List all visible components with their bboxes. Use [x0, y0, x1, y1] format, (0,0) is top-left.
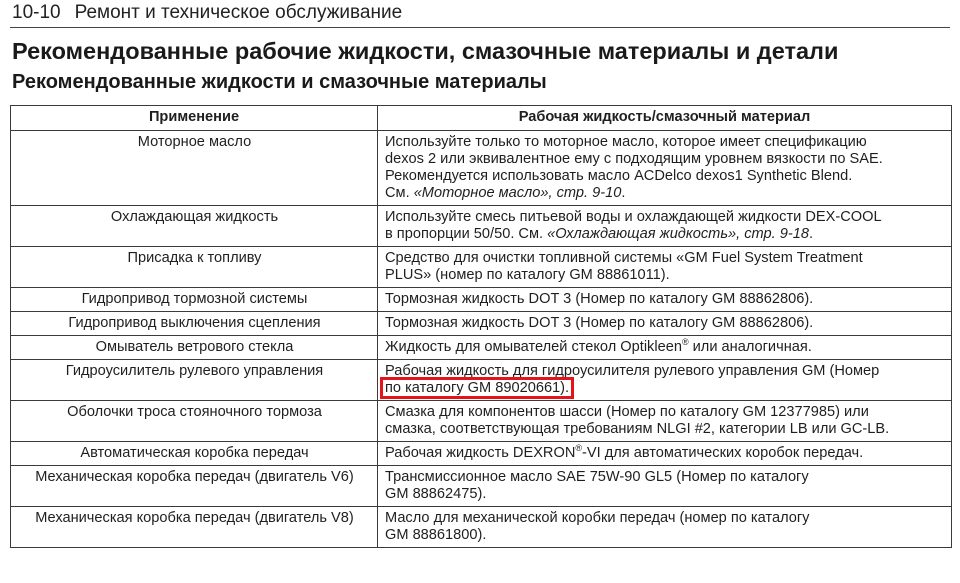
table-row [11, 288, 952, 312]
cross-reference-link[interactable]: «Охлаждающая жидкость», стр. 9-18 [547, 226, 809, 242]
header-divider [10, 27, 950, 28]
table-row [11, 336, 952, 360]
table-header-row [11, 106, 952, 131]
fluids-table [10, 105, 952, 548]
column-header-application: Применение [11, 106, 378, 131]
fluid-cell: Используйте смесь питьевой воды и охлаждающей жидкости DEX-COOL в пропорции 50/50. См. «Охлаждающая жидкость», стр. 9-18. [378, 206, 952, 247]
table-row [11, 507, 952, 548]
page-title: Рекомендованные рабочие жидкости, смазочные материалы и детали [12, 38, 839, 64]
fluid-cell: Масло для механической коробки передач (номер по каталогу GM 88861800). [378, 507, 952, 548]
fluid-cell: Смазка для компонентов шасси (Номер по каталогу GM 12377985) или смазка, соответствующая требованиям NLGI #2, категории LB или GC-LB. [378, 401, 952, 442]
fluid-cell: Тормозная жидкость DOT 3 (Номер по каталогу GM 88862806). [378, 312, 952, 336]
application-cell: Гидроусилитель рулевого управления [11, 360, 378, 401]
page-number: 10-10 [12, 2, 61, 23]
application-cell: Оболочки троса стояночного тормоза [11, 401, 378, 442]
page-header [12, 2, 402, 24]
table-row [11, 206, 952, 247]
application-cell: Гидропривод выключения сцепления [11, 312, 378, 336]
application-cell: Омыватель ветрового стекла [11, 336, 378, 360]
application-cell: Механическая коробка передач (двигатель V6) [11, 466, 378, 507]
table-row [11, 131, 952, 206]
application-cell: Автоматическая коробка передач [11, 442, 378, 466]
table-row [11, 360, 952, 401]
highlighted-part-number: по каталогу GM 89020661). [385, 380, 570, 396]
table-row [11, 466, 952, 507]
cross-reference-link[interactable]: «Моторное масло», стр. 9-10 [413, 185, 622, 201]
column-header-fluid: Рабочая жидкость/смазочный материал [378, 106, 952, 131]
table-row [11, 247, 952, 288]
table-row [11, 312, 952, 336]
application-cell: Механическая коробка передач (двигатель V8) [11, 507, 378, 548]
application-cell: Охлаждающая жидкость [11, 206, 378, 247]
application-cell: Присадка к топливу [11, 247, 378, 288]
table-row [11, 401, 952, 442]
fluid-cell: Средство для очистки топливной системы «GM Fuel System Treatment PLUS» (номер по каталогу GM 88861011). [378, 247, 952, 288]
fluid-cell: Тормозная жидкость DOT 3 (Номер по каталогу GM 88862806). [378, 288, 952, 312]
fluid-cell: Жидкость для омывателей стекол Optikleen® или аналогичная. [378, 336, 952, 360]
application-cell: Моторное масло [11, 131, 378, 206]
fluid-cell: Трансмиссионное масло SAE 75W-90 GL5 (Номер по каталогу GM 88862475). [378, 466, 952, 507]
application-cell: Гидропривод тормозной системы [11, 288, 378, 312]
fluid-cell: Рабочая жидкость DEXRON®-VI для автоматических коробок передач. [378, 442, 952, 466]
fluid-cell: Рабочая жидкость для гидроусилителя рулевого управления GM (Номер по каталогу GM 89020661). [378, 360, 952, 401]
table-row [11, 442, 952, 466]
section-subtitle: Рекомендованные жидкости и смазочные материалы [12, 71, 547, 93]
registered-mark: ® [575, 443, 583, 454]
registered-mark: ® [681, 337, 689, 348]
section-title: Ремонт и техническое обслуживание [74, 2, 403, 23]
fluid-cell: Используйте только то моторное масло, которое имеет спецификацию dexos 2 или эквивалентное ему с подходящим уровнем вязкости по SAE. Рекомендуется использовать масло ACDelco dexos1 Synthetic Blend. См. «Моторное масло», стр. 9-10. [378, 131, 952, 206]
